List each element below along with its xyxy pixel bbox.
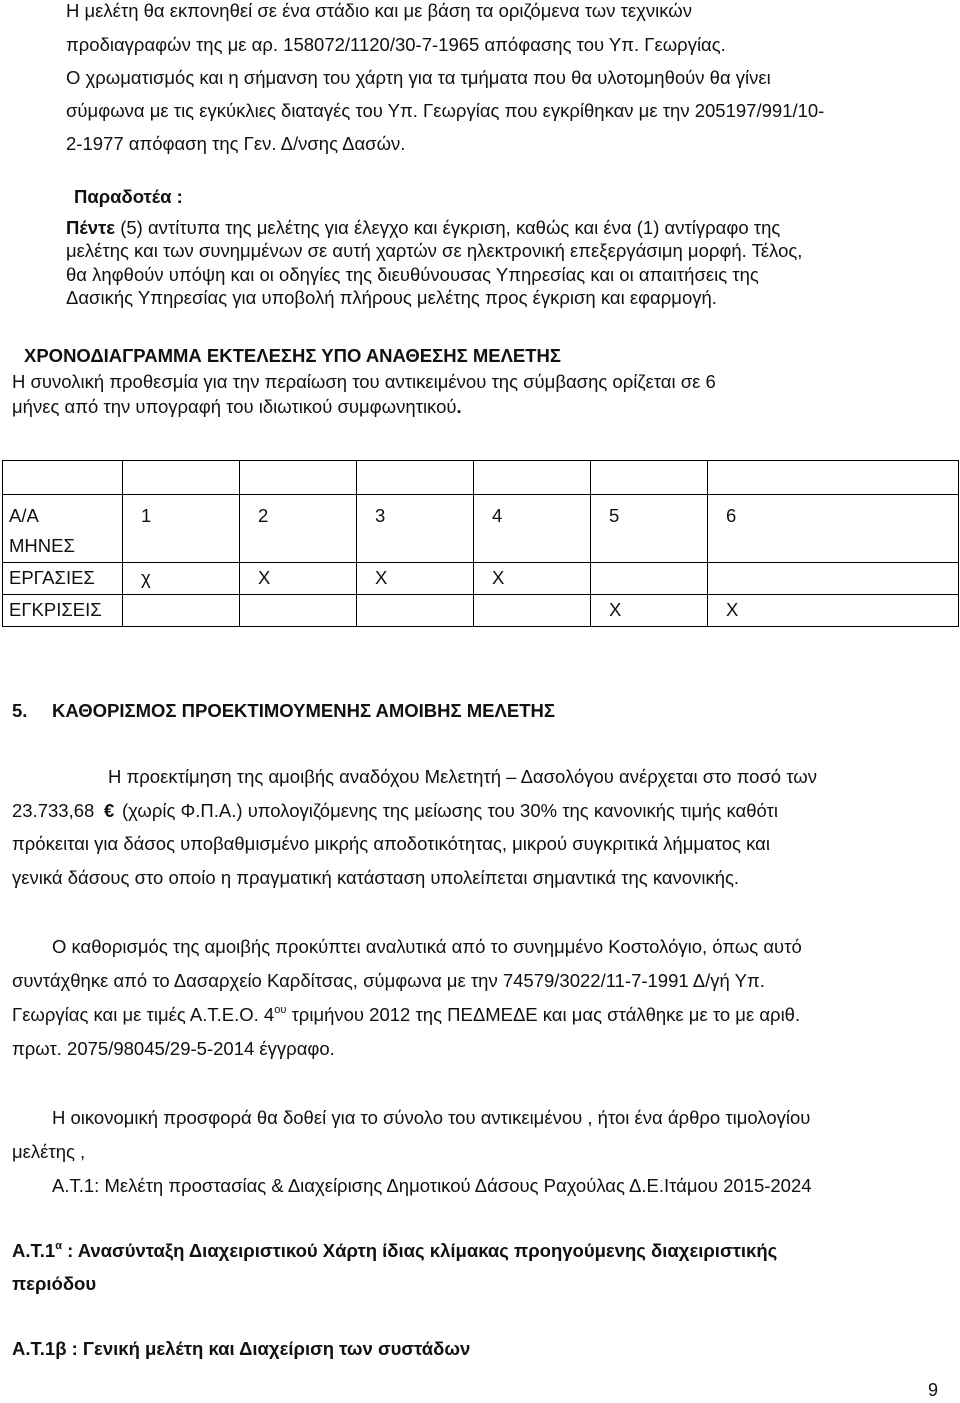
table-row-blank [3, 461, 959, 495]
approval-cell [240, 595, 357, 627]
month-cell: 1 [123, 495, 240, 563]
page-number: 9 [927, 1380, 938, 1400]
month-cell: 2 [240, 495, 357, 563]
schedule-line-1: Η συνολική προθεσμία για την περαίωση του αντικειμένου της σύμβασης ορίζεται σε 6 [12, 371, 716, 392]
calc-line-4: πρωτ. 2075/98045/29-5-2014 έγγραφο. [12, 1038, 335, 1059]
work-cell [591, 563, 708, 595]
calc-line-1: Ο καθορισμός της αμοιβής προκύπτει αναλυτικά από το συνημμένο Κοστολόγιο, όπως αυτό [52, 936, 802, 957]
deliverables-five: (5) [120, 217, 143, 238]
price-item-at1: Α.Τ.1: Μελέτη προστασίας & Διαχείρισης Δημοτικού Δάσους Ραχούλας Δ.Ε.Ιτάμου 2015-2024 [52, 1175, 812, 1196]
schedule-line-2-text: μήνες από την υπογραφή του ιδιωτικού συμφωνητικού [12, 396, 457, 417]
price-item-at1a-line-2: περιόδου [12, 1273, 97, 1294]
approval-cell [357, 595, 474, 627]
deliverables-lead: Πέντε [66, 217, 116, 238]
calc-line-3-b: τριμήνου 2012 της ΠΕΔΜΕΔΕ και μας στάλθηκε με το με αριθ. [286, 1004, 801, 1025]
calc-line-3-sup: ου [274, 1004, 287, 1016]
deliverables-line-1-rest: αντίτυπα της μελέτης για έλεγχο και έγκριση, καθώς και ένα (1) αντίγραφο της [142, 217, 781, 238]
price-item-at1a [12, 1240, 947, 1265]
fee-line-4: γενικά δάσους στο οποίο η πραγματική κατάσταση υπολείπεται σημαντικά της κανονικής. [12, 867, 740, 888]
calc-line-2: συντάχθηκε από το Δασαρχείο Καρδίτσας, σύμφωνα με την 74579/3022/11-7-1991 Δ/γή Υπ. [12, 970, 765, 991]
at1a-rest: : Ανασύνταξη Διαχειριστικού Χάρτη ίδιας κλίμακας προηγούμενης διαχειριστικής [61, 1240, 778, 1261]
at1a-sup: α [55, 1240, 62, 1252]
month-cell: 6 [708, 495, 959, 563]
approval-cell [123, 595, 240, 627]
intro-line-3: Ο χρωματισμός και η σήμανση του χάρτη για τα τμήματα που θα υλοτομηθούν θα γίνει [66, 67, 771, 88]
months-label: ΜΗΝΕΣ [9, 535, 75, 556]
intro-line-2: προδιαγραφών της με αρ. 158072/1120/30-7-1965 απόφασης του Υπ. Γεωργίας. [66, 34, 726, 55]
schedule-heading: ΧΡΟΝΟΔΙΑΓΡΑΜΜΑ ΕΚΤΕΛΕΣΗΣ ΥΠΟ ΑΝΑΘΕΣΗΣ ΜΕΛΕΤΗΣ [24, 345, 562, 366]
work-cell: Χ [240, 563, 357, 595]
work-cell: Χ [474, 563, 591, 595]
deliverables-line-2: μελέτης και των συνημμένων σε αυτή χαρτών σε ηλεκτρονική επεξεργάσιμη μορφή. Τέλος, [66, 240, 803, 261]
at1a-code: Α.Τ.1 [12, 1240, 56, 1261]
schedule-table [2, 460, 959, 627]
month-cell: 5 [591, 495, 708, 563]
month-cell: 3 [357, 495, 474, 563]
schedule-line-2-dot: . [456, 396, 462, 417]
intro-line-5: 2-1977 απόφαση της Γεν. Δ/νσης Δασών. [66, 133, 406, 154]
price-item-at1b: Α.Τ.1β : Γενική μελέτη και Διαχείριση των συστάδων [12, 1338, 471, 1359]
section-5-number: 5. [12, 700, 28, 721]
deliverables-line-3: θα ληφθούν υπόψη και οι οδηγίες της διευθύνουσας Υπηρεσίας και οι απαιτήσεις της [66, 264, 759, 285]
fee-line-1: Η προεκτίμηση της αμοιβής αναδόχου Μελετητή – Δασολόγου ανέρχεται στο ποσό των [108, 766, 817, 787]
intro-line-4: σύμφωνα με τις εγκύκλιες διαταγές του Υπ. Γεωργίας που εγκρίθηκαν με την 205197/991/10- [66, 100, 825, 121]
deliverables-line-4: Δασικής Υπηρεσίας για υποβολή πλήρους μελέτης προς έγκριση και εφαρμογή. [66, 287, 717, 308]
work-cell [708, 563, 959, 595]
aa-label: Α/Α [9, 505, 39, 526]
works-label: ΕΡΓΑΣΙΕΣ [3, 563, 123, 595]
fee-amount: 23.733,68 [12, 800, 95, 821]
approvals-label: ΕΓΚΡΙΣΕΙΣ [3, 595, 123, 627]
work-cell: Χ [357, 563, 474, 595]
table-row-approvals [3, 595, 959, 627]
schedule-line-2 [12, 396, 462, 418]
offer-line-2: μελέτης , [12, 1141, 86, 1162]
intro-line-1: Η μελέτη θα εκπονηθεί σε ένα στάδιο και με βάση τα οριζόμενα των τεχνικών [66, 0, 692, 21]
approval-cell: Χ [708, 595, 959, 627]
offer-line-1: Η οικονομική προσφορά θα δοθεί για το σύνολο του αντικειμένου , ήτοι ένα άρθρο τιμολογίου [52, 1107, 811, 1128]
approval-cell: Χ [591, 595, 708, 627]
approval-cell [474, 595, 591, 627]
table-row-works [3, 563, 959, 595]
table-row-months [3, 495, 959, 563]
deliverables-line-1 [66, 217, 780, 239]
calc-line-3 [12, 1004, 947, 1029]
table-header-cell [3, 495, 123, 563]
work-cell: χ [123, 563, 240, 595]
euro-icon: € [104, 800, 115, 821]
fee-line-3: πρόκειται για δάσος υποβαθμισμένο μικρής αποδοτικότητας, μικρού συγκριτικά λήμματος και [12, 833, 770, 854]
fee-line-2-rest: (χωρίς Φ.Π.Α.) υπολογιζόμενης της μείωσης του 30% της κανονικής τιμής καθότι [122, 800, 778, 821]
calc-line-3-a: Γεωργίας και με τιμές Α.Τ.Ε.Ο. 4 [12, 1004, 275, 1025]
month-cell: 4 [474, 495, 591, 563]
deliverables-heading: Παραδοτέα : [74, 186, 183, 207]
section-5-title: ΚΑΘΟΡΙΣΜΟΣ ΠΡΟΕΚΤΙΜΟΥΜΕΝΗΣ ΑΜΟΙΒΗΣ ΜΕΛΕΤΗΣ [52, 700, 555, 721]
